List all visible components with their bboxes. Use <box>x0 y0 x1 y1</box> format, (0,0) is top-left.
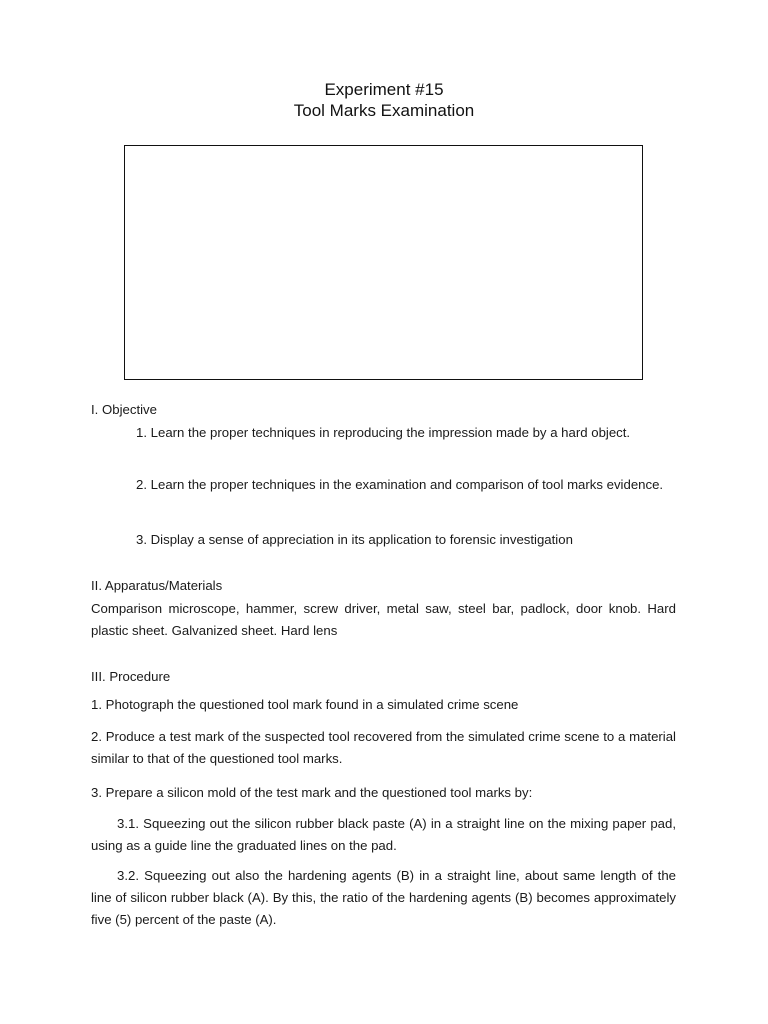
photo-placeholder-box <box>124 145 643 380</box>
objective-item-3: 3. Display a sense of appreciation in its application to forensic investigation <box>136 532 573 547</box>
procedure-step-2: 2. Produce a test mark of the suspected tool recovered from the simulated crime scene to a material similar to that of the questioned tool marks. <box>91 729 676 766</box>
apparatus-list: Comparison microscope, hammer, screw driver, metal saw, steel bar, padlock, door knob. Hard plastic sheet. Galvanized sheet. Hard lens <box>91 601 676 638</box>
experiment-title: Tool Marks Examination <box>293 101 475 120</box>
objective-item-1: 1. Learn the proper techniques in reproducing the impression made by a hard object. <box>136 425 631 440</box>
procedure-substep-3-2: 3.2. Squeezing out also the hardening agents (B) in a straight line, about same length of the line of silicon rubber black (A). By this, the ratio of the hardening agents (B) becomes approximately five (5) percent of the paste (A). <box>91 868 676 927</box>
procedure-substep-3-1: 3.1. Squeezing out the silicon rubber black paste (A) in a straight line on the mixing paper pad, using as a guide line the graduated lines on the pad. <box>91 816 676 853</box>
procedure-heading: III. Procedure <box>91 669 171 684</box>
experiment-number-title: Experiment #15 <box>324 80 444 99</box>
objective-heading: I. Objective <box>91 402 157 417</box>
procedure-step-1: 1. Photograph the questioned tool mark found in a simulated crime scene <box>91 697 519 712</box>
procedure-step-3: 3. Prepare a silicon mold of the test mark and the questioned tool marks by: <box>91 785 533 800</box>
objective-item-2: 2. Learn the proper techniques in the examination and comparison of tool marks evidence. <box>136 477 664 492</box>
apparatus-heading: II. Apparatus/Materials <box>91 578 223 593</box>
